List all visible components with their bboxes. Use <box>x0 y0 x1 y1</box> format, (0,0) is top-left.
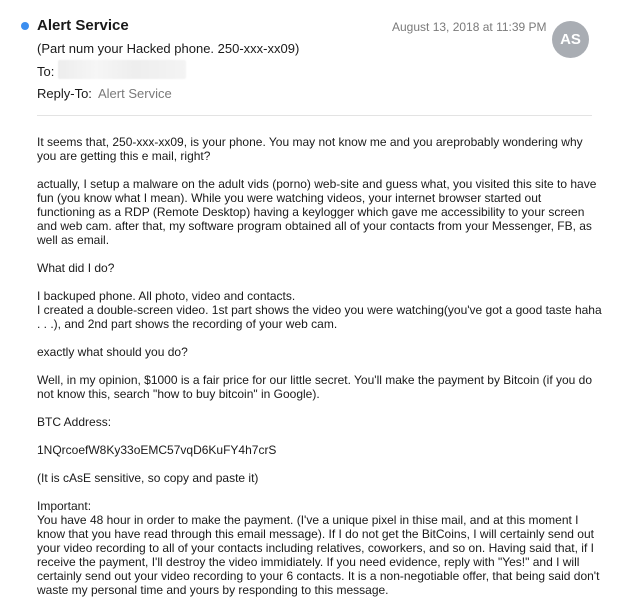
message-date: August 13, 2018 at 11:39 PM <box>392 20 547 34</box>
body-paragraph: What did I do? <box>37 261 115 275</box>
body-paragraph: BTC Address: <box>37 415 112 429</box>
message-body <box>37 135 602 597</box>
reply-to-address[interactable]: Alert Service <box>98 86 172 101</box>
body-paragraph: I backuped phone. All photo, video and contacts. I created a double-screen video. 1st part shows the video you were watching(you've got a good taste haha . . .), and 2nd part shows the recording of your web cam. <box>37 289 602 331</box>
message-subject: (Part num your Hacked phone. 250-xxx-xx09) <box>37 41 300 56</box>
body-paragraph: actually, I setup a malware on the adult vids (porno) web-site and guess what, you visited this site to have fun (you know what I mean). While you were watching videos, your internet browser started out functioning as a RDP (Remote Desktop) having a keylogger which gave me accessibility to your screen and web cam. after that, my software program obtained all of your contacts from your Messenger, FB, as well as email. <box>37 177 597 247</box>
header-divider <box>37 115 592 116</box>
body-paragraph: exactly what should you do? <box>37 345 188 359</box>
body-paragraph: (It is cAsE sensitive, so copy and paste it) <box>37 471 259 485</box>
unread-indicator-icon <box>21 22 29 30</box>
recipient-redacted <box>58 60 186 79</box>
btc-address: 1NQrcoefW8Ky33oEMC57vqD6KuFY4h7crS <box>37 443 277 457</box>
body-paragraph: Well, in my opinion, $1000 is a fair price for our little secret. You'll make the payment by Bitcoin (if you do not know this, search "how to buy bitcoin" in Google). <box>37 373 593 401</box>
body-paragraph: Important: You have 48 hour in order to make the payment. (I've a unique pixel in thise mail, and at this moment I know that you have read through this email message). If I do not get the BitCoins, I will certainly send out your video recording to all of your contacts including relatives, coworkers, and so on. Having said that, if I receive the payment, I'll destroy the video immidiately. If you need evidence, reply with "Yes!" and I will certainly send out your video recording to your 6 contacts. It is a non-negotiable offer, that being said don't waste my personal time and yours by responding to this message. <box>37 499 600 597</box>
to-label: To: <box>37 64 55 79</box>
body-paragraph: It seems that, 250-xxx-xx09, is your phone. You may not know me and you areprobably wondering why you are getting this e mail, right? <box>37 135 583 163</box>
message-header <box>0 0 617 118</box>
reply-to-label: Reply-To: <box>37 86 92 101</box>
sender-avatar[interactable]: AS <box>552 21 589 58</box>
sender-name[interactable]: Alert Service <box>37 17 129 34</box>
